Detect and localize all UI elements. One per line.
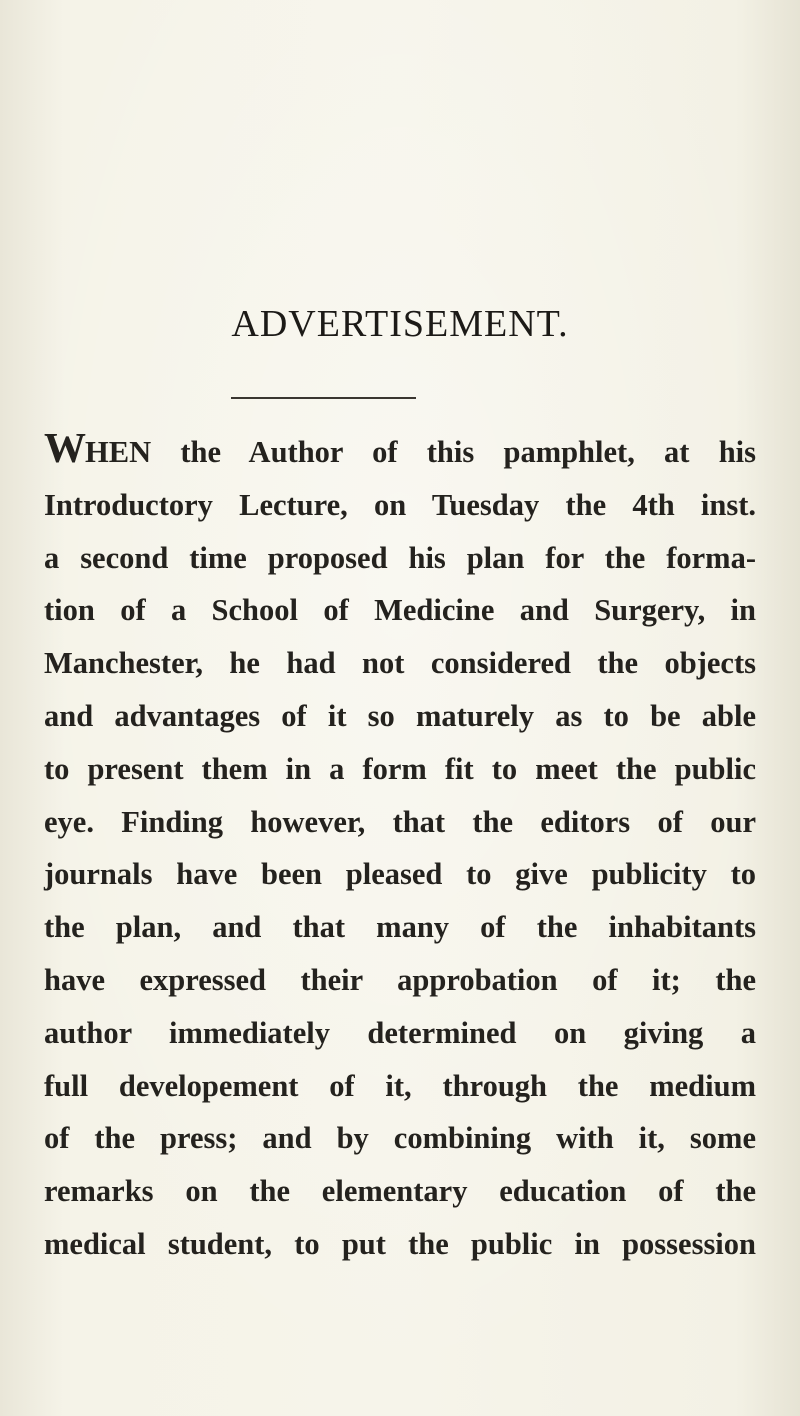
text-line: tion of a School of Medicine and Surgery, in (44, 593, 756, 628)
line-text: the Author of this pamphlet, at his (180, 435, 757, 469)
advertisement-text (44, 426, 756, 1271)
text-line: Manchester, he had not considered the objects (44, 646, 756, 681)
text-line: author immediately determined on giving a (44, 1015, 756, 1050)
text-line: full developement of it, through the medium (44, 1068, 756, 1103)
text-line: the plan, and that many of the inhabitants (44, 910, 756, 945)
show-through-text (0, 0, 800, 326)
opening-word: HEN (85, 435, 152, 469)
text-line: Introductory Lecture, on Tuesday the 4th inst. (44, 487, 756, 522)
text-line: of the press; and by combining with it, some (44, 1121, 756, 1156)
title-rule (231, 397, 416, 399)
text-line: and advantages of it so maturely as to be able (44, 698, 756, 733)
text-line: a second time proposed his plan for the forma- (44, 540, 756, 575)
text-line: eye. Finding however, that the editors of our (44, 804, 756, 839)
text-line: journals have been pleased to give publicity to (44, 857, 756, 892)
text-line: medical student, to put the public in possession (44, 1226, 756, 1261)
drop-cap: W (44, 426, 85, 472)
text-line (44, 426, 756, 479)
text-line: have expressed their approbation of it; the (44, 962, 756, 997)
text-line: remarks on the elementary education of the (44, 1174, 756, 1209)
page-title: ADVERTISEMENT. (231, 303, 569, 345)
text-line: to present them in a form fit to meet the public (44, 751, 756, 786)
